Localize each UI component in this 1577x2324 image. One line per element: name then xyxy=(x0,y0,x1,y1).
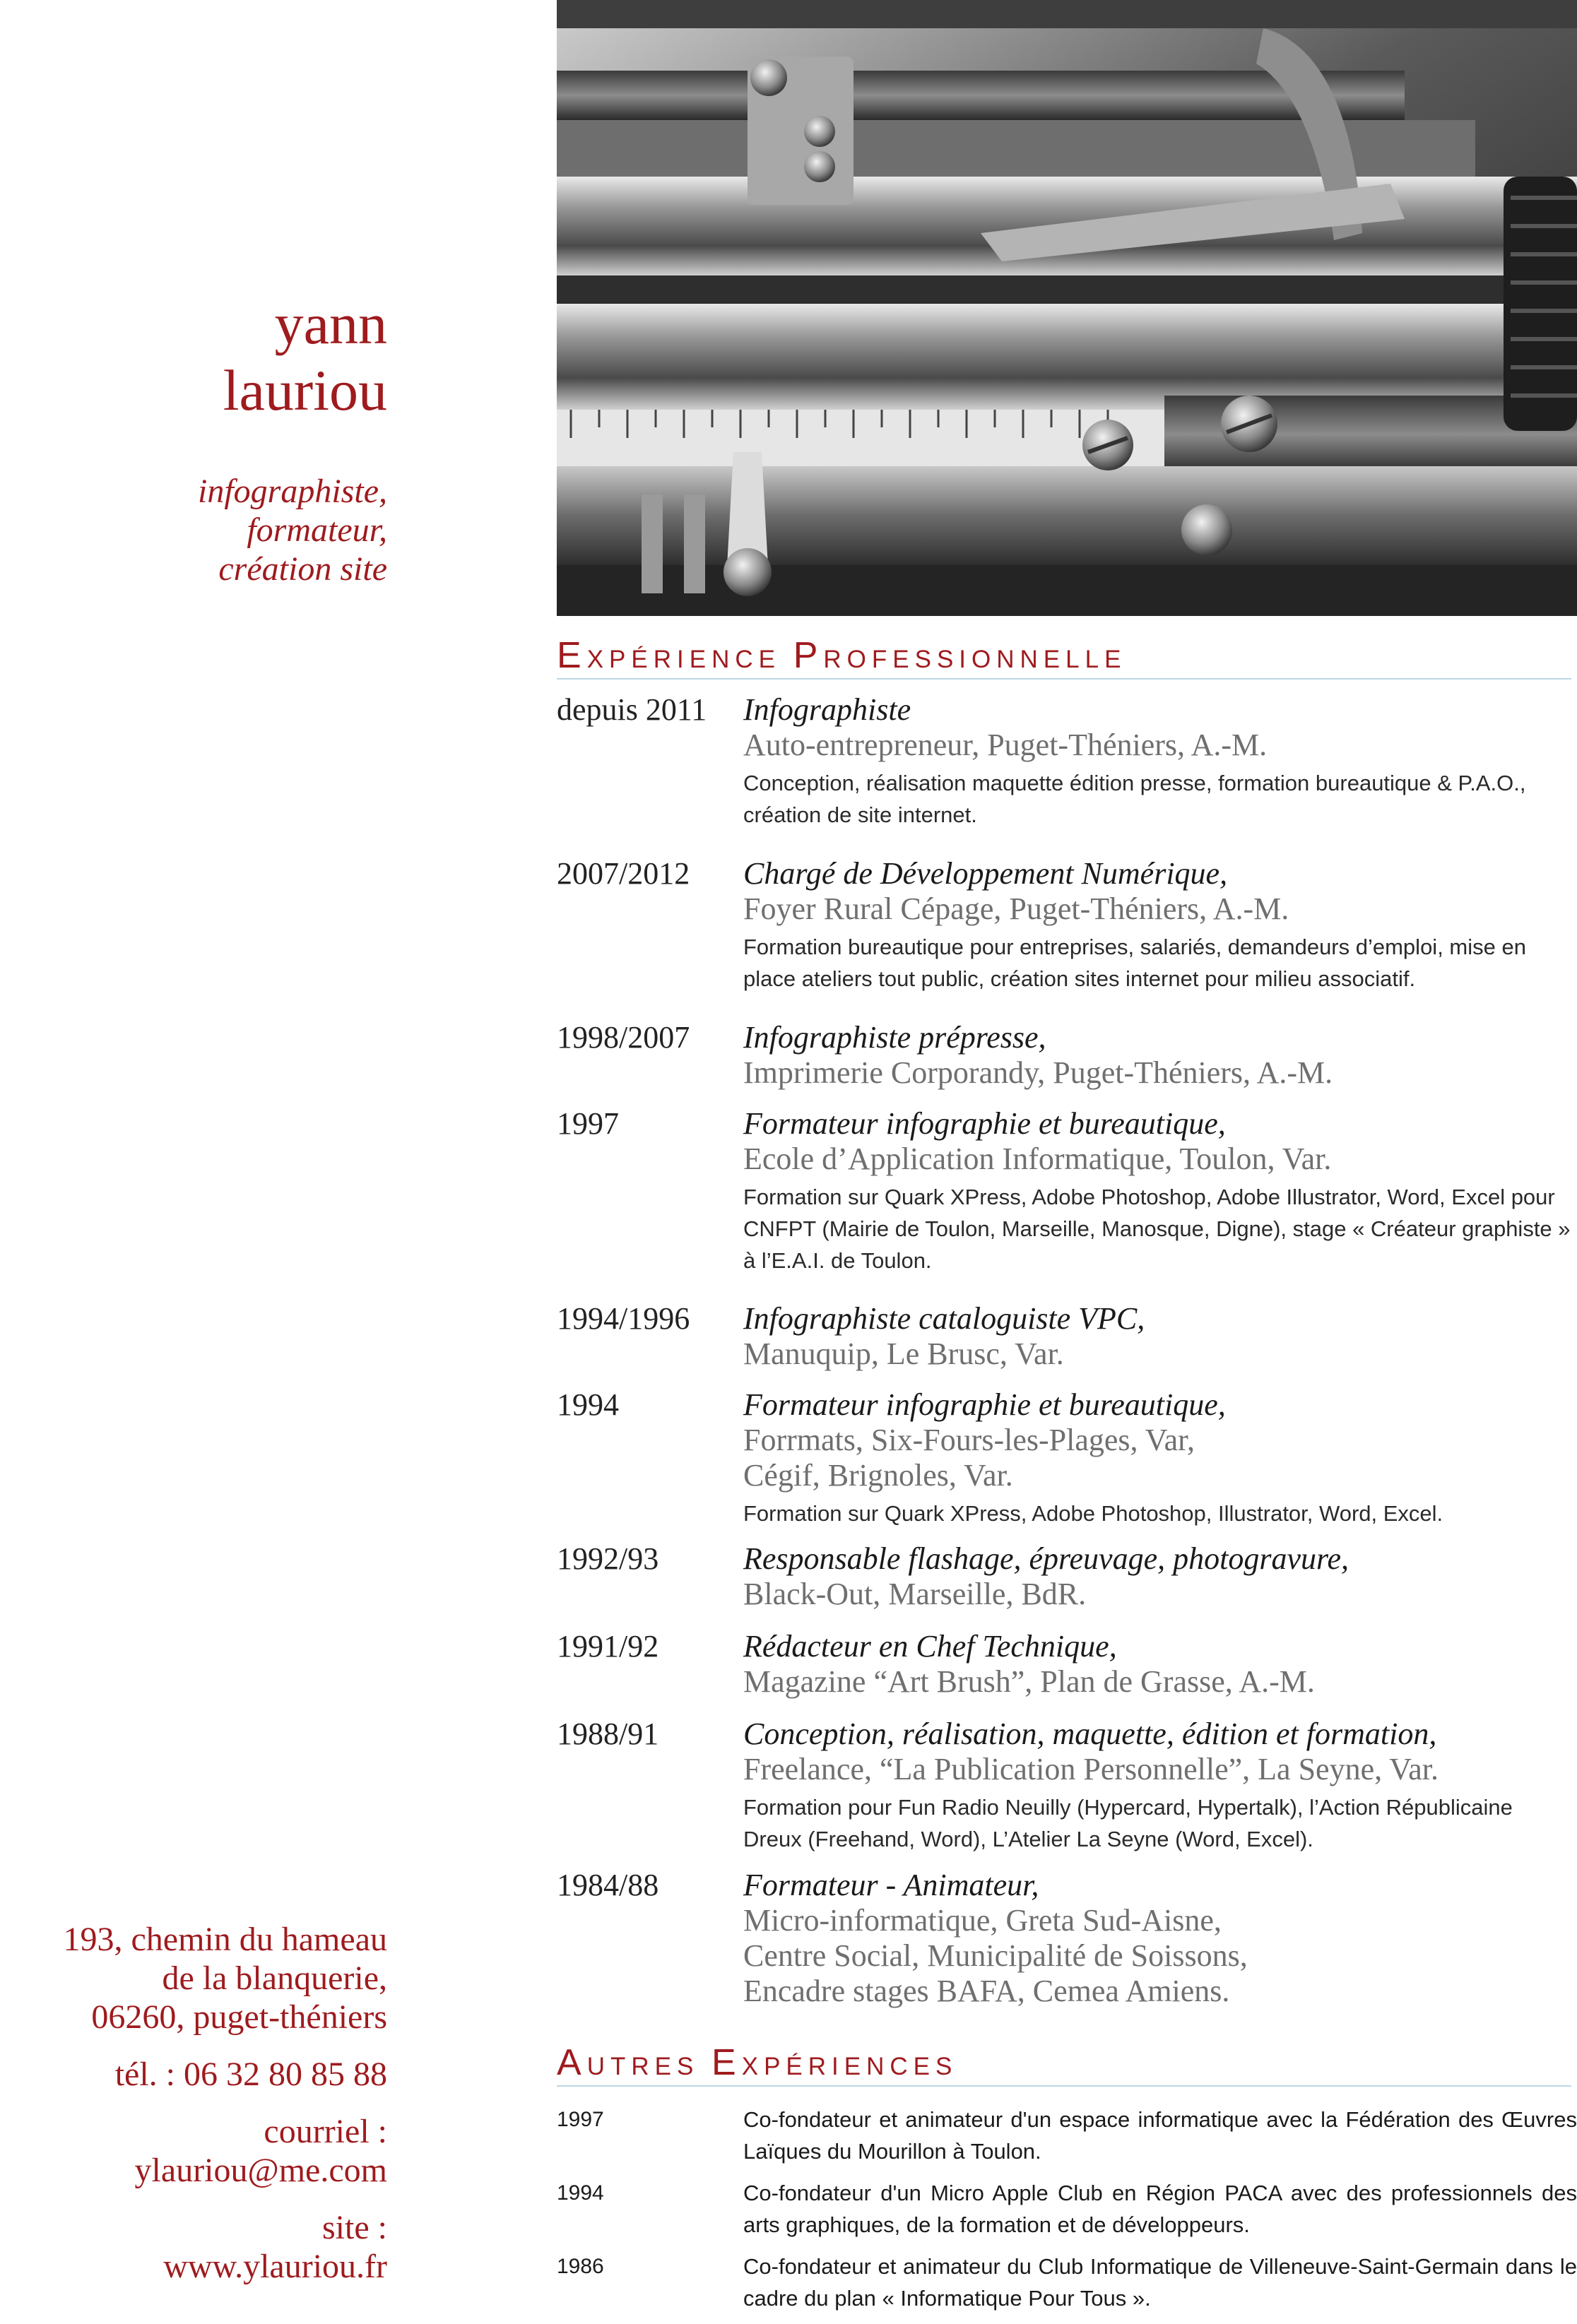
other-entry xyxy=(557,2251,1577,2324)
entry-year: depuis 2011 xyxy=(557,692,707,727)
address-line: 193, chemin du hameau xyxy=(63,1921,387,1958)
experience-entry xyxy=(557,1020,1577,1106)
experience-entry xyxy=(557,1541,1577,1629)
title-word: XPÉRIENCES xyxy=(741,2053,958,2080)
entry-title: Infographiste prépresse, xyxy=(743,1020,1046,1055)
phone: tél. : 06 32 80 85 88 xyxy=(114,2056,387,2093)
other-text: Co-fondateur et animateur du Club Informatique de Villeneuve-Saint-Germain dans le cadre du plan « Informatique Pour Tous ». xyxy=(743,2254,1577,2311)
other-text: Co-fondateur et animateur d'un espace informatique avec la Fédération des Œuvres Laïques du Mourillon à Toulon. xyxy=(743,2107,1577,2164)
role: infographiste, xyxy=(197,473,387,510)
experience-entry xyxy=(557,1301,1577,1387)
other-text: Co-fondateur d'un Micro Apple Club en Région PACA avec des professionnels des arts graphiques, de la formation et de développeurs. xyxy=(743,2181,1577,2237)
entry-title: Formateur - Animateur, xyxy=(743,1868,1039,1902)
title-initial: E xyxy=(557,635,587,676)
entry-description: Conception, réalisation maquette édition presse, formation bureautique & P.A.O., création de site internet. xyxy=(743,771,1526,827)
entry-year: 1997 xyxy=(557,1106,619,1141)
site-label: site : xyxy=(322,2209,387,2246)
entry-title: Infographiste xyxy=(743,692,911,727)
title-initial: E xyxy=(711,2042,742,2083)
person-name xyxy=(223,291,387,424)
other-year: 1997 xyxy=(557,2108,604,2131)
entry-year: 1988/91 xyxy=(557,1717,659,1751)
first-name: yann xyxy=(274,292,387,356)
section-rule xyxy=(557,678,1571,680)
title-initial: A xyxy=(557,2042,587,2083)
experience-entry xyxy=(557,1868,1577,2023)
site-link[interactable]: www.ylauriou.fr xyxy=(163,2248,387,2285)
entry-year: 1994 xyxy=(557,1387,619,1422)
email-block xyxy=(63,2112,387,2190)
experience-list xyxy=(557,692,1577,2023)
other-year: 1994 xyxy=(557,2181,604,2205)
other-entry xyxy=(557,2104,1577,2177)
entry-description: Formation pour Fun Radio Neuilly (Hypercard, Hypertalk), l’Action Républicaine Dreux (Freehand, Word), L’Atelier La Seyne (Word, Excel). xyxy=(743,1795,1513,1851)
entry-org: Imprimerie Corporandy, Puget-Théniers, A.-M. xyxy=(743,1055,1333,1090)
entry-year: 1984/88 xyxy=(557,1868,659,1902)
entry-org: Cégif, Brignoles, Var. xyxy=(743,1458,1013,1493)
role: création site xyxy=(218,550,387,588)
address-line: de la blanquerie, xyxy=(162,1960,387,1997)
email-link[interactable]: ylauriou@me.com xyxy=(134,2152,387,2189)
entry-year: 1992/93 xyxy=(557,1541,659,1576)
address-line: 06260, puget-théniers xyxy=(91,1998,387,2036)
entry-title: Chargé de Développement Numérique, xyxy=(743,856,1228,891)
entry-title: Rédacteur en Chef Technique, xyxy=(743,1629,1117,1664)
entry-title: Responsable flashage, épreuvage, photogravure, xyxy=(743,1541,1349,1576)
entry-title: Formateur infographie et bureautique, xyxy=(743,1106,1226,1141)
last-name: lauriou xyxy=(223,358,387,422)
experience-entry xyxy=(557,1629,1577,1717)
site-block xyxy=(63,2208,387,2286)
entry-year: 1998/2007 xyxy=(557,1020,690,1055)
section-title-other xyxy=(557,2041,1571,2088)
entry-org: Freelance, “La Publication Personnelle”, La Seyne, Var. xyxy=(743,1752,1439,1786)
experience-entry xyxy=(557,692,1577,856)
other-entry xyxy=(557,2177,1577,2251)
entry-org: Manuquip, Le Brusc, Var. xyxy=(743,1336,1064,1371)
other-year: 1986 xyxy=(557,2255,604,2278)
entry-year: 1994/1996 xyxy=(557,1301,690,1336)
experience-entry xyxy=(557,1387,1577,1541)
entry-title: Conception, réalisation, maquette, édition et formation, xyxy=(743,1717,1437,1751)
role: formateur, xyxy=(247,511,387,549)
entry-org: Ecole d’Application Informatique, Toulon, Var. xyxy=(743,1142,1332,1176)
email-label: courriel : xyxy=(264,2113,387,2150)
entry-org: Magazine “Art Brush”, Plan de Grasse, A.-M. xyxy=(743,1664,1315,1699)
contact-block xyxy=(63,1920,387,2286)
roles xyxy=(198,472,387,588)
typewriter-photo xyxy=(557,0,1577,616)
entry-description: Formation bureautique pour entreprises, salariés, demandeurs d’emploi, mise en place ateliers tout public, création sites internet pour milieu associatif. xyxy=(743,935,1526,991)
entry-year: 2007/2012 xyxy=(557,856,690,891)
title-word: XPÉRIENCE xyxy=(586,646,781,673)
entry-org: Encadre stages BAFA, Cemea Amiens. xyxy=(743,1974,1230,2008)
experience-entry xyxy=(557,1106,1577,1301)
other-experience-list xyxy=(557,2104,1577,2324)
typewriter-photo-graphic xyxy=(557,0,1577,616)
entry-org: Forrmats, Six-Fours-les-Plages, Var, xyxy=(743,1423,1195,1457)
entry-org: Auto-entrepreneur, Puget-Théniers, A.-M. xyxy=(743,728,1268,762)
entry-description: Formation sur Quark XPress, Adobe Photoshop, Adobe Illustrator, Word, Excel pour CNFPT (Mairie de Toulon, Marseille, Manosque, Digne), stage « Créateur graphiste » à l’E.A.I. de Toulon. xyxy=(743,1185,1571,1273)
entry-title: Formateur infographie et bureautique, xyxy=(743,1387,1226,1422)
experience-entry xyxy=(557,1717,1577,1868)
experience-entry xyxy=(557,856,1577,1020)
entry-org: Black-Out, Marseille, BdR. xyxy=(743,1577,1087,1611)
entry-title: Infographiste cataloguiste VPC, xyxy=(743,1301,1145,1336)
entry-description: Formation sur Quark XPress, Adobe Photoshop, Illustrator, Word, Excel. xyxy=(743,1501,1443,1526)
entry-org: Foyer Rural Cépage, Puget-Théniers, A.-M. xyxy=(743,891,1289,926)
title-word: UTRES xyxy=(586,2053,699,2080)
section-rule xyxy=(557,2085,1571,2087)
sidebar xyxy=(0,0,387,2323)
entry-year: 1991/92 xyxy=(557,1629,659,1664)
section-title-experience xyxy=(557,634,1571,681)
entry-org: Micro-informatique, Greta Sud-Aisne, xyxy=(743,1903,1222,1938)
entry-org: Centre Social, Municipalité de Soissons, xyxy=(743,1938,1248,1973)
title-word: ROFESSIONNELLE xyxy=(823,646,1127,673)
title-initial: P xyxy=(793,635,824,676)
